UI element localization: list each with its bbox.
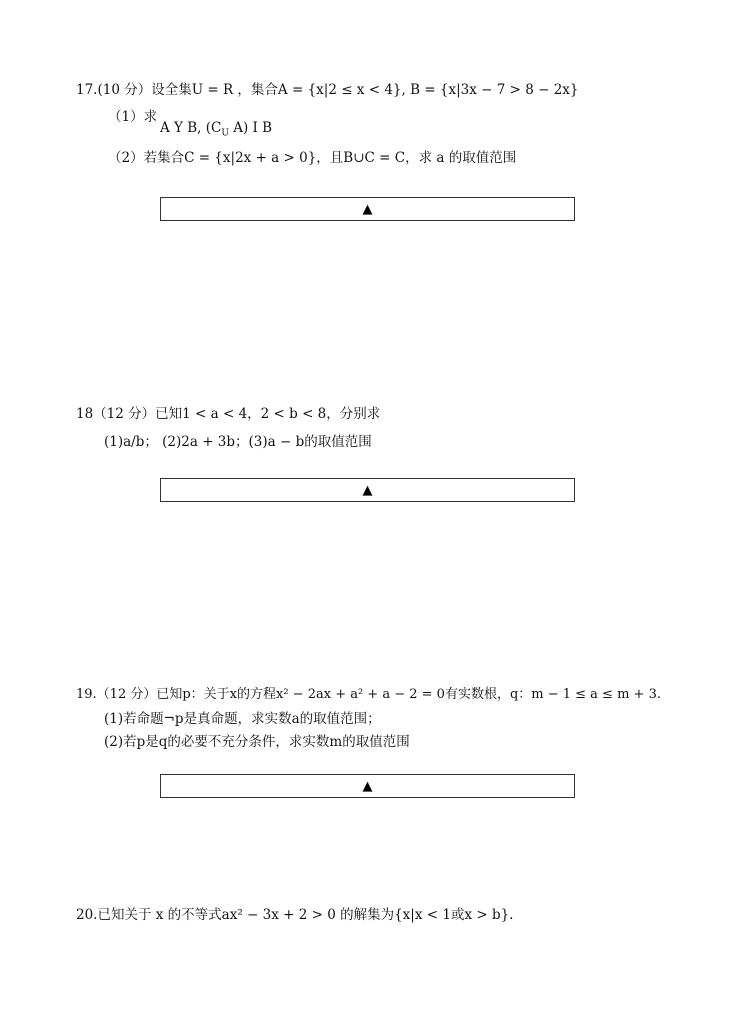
q19-answer-box[interactable] xyxy=(160,774,575,798)
q17-answer-box[interactable] xyxy=(160,197,575,221)
q19-part1: (1)若命题¬p是真命题，求实数a的取值范围； xyxy=(104,711,381,727)
q17-part1-expr: A Y B, (C xyxy=(160,120,222,136)
q17-part2: （2）若集合C = {x|2x + a > 0}，且B∪C = C，求 a 的取值范围 xyxy=(108,150,517,166)
q17-part1-sub: U xyxy=(221,128,229,139)
triangle-icon: ▲ xyxy=(362,778,373,794)
q20-title: 20.已知关于 x 的不等式ax² − 3x + 2 > 0 的解集为{x|x < 1或x > b}. xyxy=(76,907,514,923)
q17-part1 xyxy=(108,108,157,126)
q17-part1-expression xyxy=(160,119,272,143)
q17-part1-expr2: A) I B xyxy=(228,120,273,136)
triangle-icon: ▲ xyxy=(362,201,373,217)
triangle-icon: ▲ xyxy=(362,482,373,498)
q18-parts: (1)a/b； (2)2a + 3b；(3)a − b的取值范围 xyxy=(104,434,372,450)
q18-title: 18（12 分）已知1 < a < 4，2 < b < 8，分别求 xyxy=(76,406,381,422)
q18-answer-box[interactable] xyxy=(160,478,575,502)
q17-title: 17.(10 分）设全集U = R ，集合A = {x|2 ≤ x < 4}, B = {x|3x − 7 > 8 − 2x} xyxy=(76,82,579,98)
q17-part1-prefix: （1）求 xyxy=(108,109,158,125)
q19-part2: (2)若p是q的必要不充分条件，求实数m的取值范围 xyxy=(104,734,410,750)
q19-title: 19.（12 分）已知p：关于x的方程x² − 2ax + a² + a − 2 = 0有实数根，q：m − 1 ≤ a ≤ m + 3. xyxy=(76,687,661,702)
